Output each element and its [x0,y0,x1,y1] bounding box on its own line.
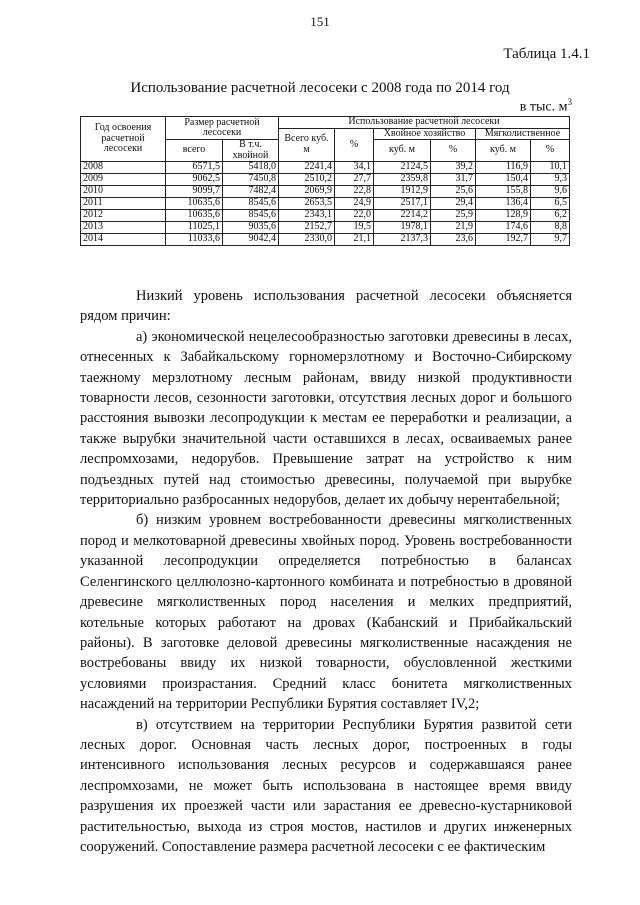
table-cell: 31,7 [431,174,476,186]
table-cell: 25,9 [431,210,476,222]
header-incl-conifer: В т.ч. хвойной [223,140,279,162]
paragraph-c: в) отсутствием на территории Республики Бурятия развитой сети лесных дорог. Основная часть лесных дорог, построенных в годы интенсивного использования лесных ресурсов и содержавшаяся ранее леспромхозами, не может быть использована в настоящее время ввиду разрушения их проезжей части или зарастания ее древесно-кустарниковой растительностью, выхода из строя мостов, настилов и других инженерных сооружений. Сопоставление размера расчетной лесосеки с ее фактическим [80,716,572,855]
header-soft-cubic: куб. м [476,140,531,162]
table-row [81,198,570,210]
table-row [81,210,570,222]
table-cell: 2343,1 [279,210,335,222]
table-row [81,186,570,198]
table-cell: 10635,6 [166,198,223,210]
table-cell: 25,6 [431,186,476,198]
table-cell: 23,6 [431,234,476,246]
table-unit-text: в тыс. м [519,99,568,115]
table-cell: 19,5 [335,222,374,234]
table-cell: 11025,1 [166,222,223,234]
table-cell: 7450,8 [223,174,279,186]
table-cell: 2011 [81,198,166,210]
table-cell: 9062,5 [166,174,223,186]
table-cell: 10,1 [531,162,570,174]
table-cell: 6571,5 [166,162,223,174]
usage-table [80,116,570,246]
table-cell: 116,9 [476,162,531,174]
table-cell: 2359,8 [374,174,431,186]
table-cell: 2517,1 [374,198,431,210]
table-cell: 9099,7 [166,186,223,198]
table-cell: 6,5 [531,198,570,210]
table-cell: 1978,1 [374,222,431,234]
table-row [81,234,570,246]
body-text [80,286,572,857]
table-cell: 39,2 [431,162,476,174]
table-cell: 34,1 [335,162,374,174]
table-cell: 9,3 [531,174,570,186]
table-unit-sup: 3 [567,97,572,107]
table-cell: 9,7 [531,234,570,246]
header-soft-percent: % [531,140,570,162]
table-cell: 9042,4 [223,234,279,246]
table-cell: 24,9 [335,198,374,210]
table-cell: 2653,5 [279,198,335,210]
table-row [81,174,570,186]
table-cell: 192,7 [476,234,531,246]
table-cell: 174,6 [476,222,531,234]
table-cell: 128,9 [476,210,531,222]
table-cell: 5418,0 [223,162,279,174]
table-cell: 8545,6 [223,210,279,222]
table-cell: 27,7 [335,174,374,186]
table-cell: 2330,0 [279,234,335,246]
paragraph-a: а) экономической нецелесообразностью заготовки древесины в лесах, отнесенных к Забайкальскому горномерзлотному и Восточно-Сибирскому таежному мерзлотному лесным районам, ввиду низкой продуктивности товарности лесов, сезонности заготовки, отсутствия лесных дорог и большого расстояния вывозки лесопродукции к местам ее переработки и реализации, а также вырубки значительной части оставшихся в лесах, осваиваемых ранее леспромхозами, недорубов. Превышение затрат на устройство к ним подъездных путей над стоимостью древесины, получаемой при вырубке территориально разбросанных недорубов, делает их добычу нерентабельной; [80,328,572,509]
header-conifer-group: Хвойное хозяйство [374,128,476,140]
table-row [81,162,570,174]
table-row [81,222,570,234]
table-cell: 2012 [81,210,166,222]
table-unit [520,97,572,116]
table-cell: 150,4 [476,174,531,186]
table-cell: 8545,6 [223,198,279,210]
table-cell: 21,9 [431,222,476,234]
table-cell: 9035,6 [223,222,279,234]
header-total: всего [166,140,223,162]
header-usage-total: Всего куб. м [279,128,335,162]
table-cell: 2008 [81,162,166,174]
table-cell: 8,8 [531,222,570,234]
table-cell: 2124,5 [374,162,431,174]
header-size-group: Размер расчетной лесосеки [166,117,279,140]
page-number: 151 [310,14,330,29]
header-usage-group: Использование расчетной лесосеки [279,117,570,129]
table-cell: 2510,2 [279,174,335,186]
table-cell: 2137,3 [374,234,431,246]
table-cell: 29,4 [431,198,476,210]
table-cell: 22,0 [335,210,374,222]
table-cell: 22,8 [335,186,374,198]
table-cell: 9,6 [531,186,570,198]
table-title: Использование расчетной лесосеки с 2008 года по 2014 год [130,80,510,96]
header-percent: % [335,128,374,162]
table-cell: 2009 [81,174,166,186]
table-cell: 1912,9 [374,186,431,198]
table-cell: 2069,9 [279,186,335,198]
table-cell: 2241,4 [279,162,335,174]
header-conifer-percent: % [431,140,476,162]
table-cell: 2214,2 [374,210,431,222]
header-softwood-group: Мягколиственное [476,128,570,140]
table-cell: 2014 [81,234,166,246]
header-year: Год освоения расчетной лесосеки [81,117,166,162]
table-cell: 11033,6 [166,234,223,246]
table-cell: 2010 [81,186,166,198]
paragraph-b: б) низким уровнем востребованности древесины мягколиственных пород и мелкотоварной древесины хвойных пород. Уровень востребованности указанной лесопродукции определяется потребностью в балансах Селенгинского целлюлозно-картонного комбината и потребностью в дровяной древесине мягколиственных пород населения и мелких предприятий, котельные которых работают на дровах (Кабанский и Прибайкальский районы). В заготовке деловой древесины мягколиственные насаждения не востребованы ввиду их низкой товарности, обусловленной жесткими условиями произрастания. Средний класс бонитета мягколиственных насаждений на территории Республики Бурятия составляет IV,2; [80,512,572,713]
table-cell: 136,4 [476,198,531,210]
paragraph-intro: Низкий уровень использования расчетной лесосеки объясняется рядом причин: [80,288,572,325]
table-cell: 7482,4 [223,186,279,198]
table-label: Таблица 1.4.1 [503,46,590,62]
table-cell: 21,1 [335,234,374,246]
table-cell: 155,8 [476,186,531,198]
table-cell: 2013 [81,222,166,234]
table-cell: 10635,6 [166,210,223,222]
table-cell: 6,2 [531,210,570,222]
header-conifer-cubic: куб. м [374,140,431,162]
table-cell: 2152,7 [279,222,335,234]
